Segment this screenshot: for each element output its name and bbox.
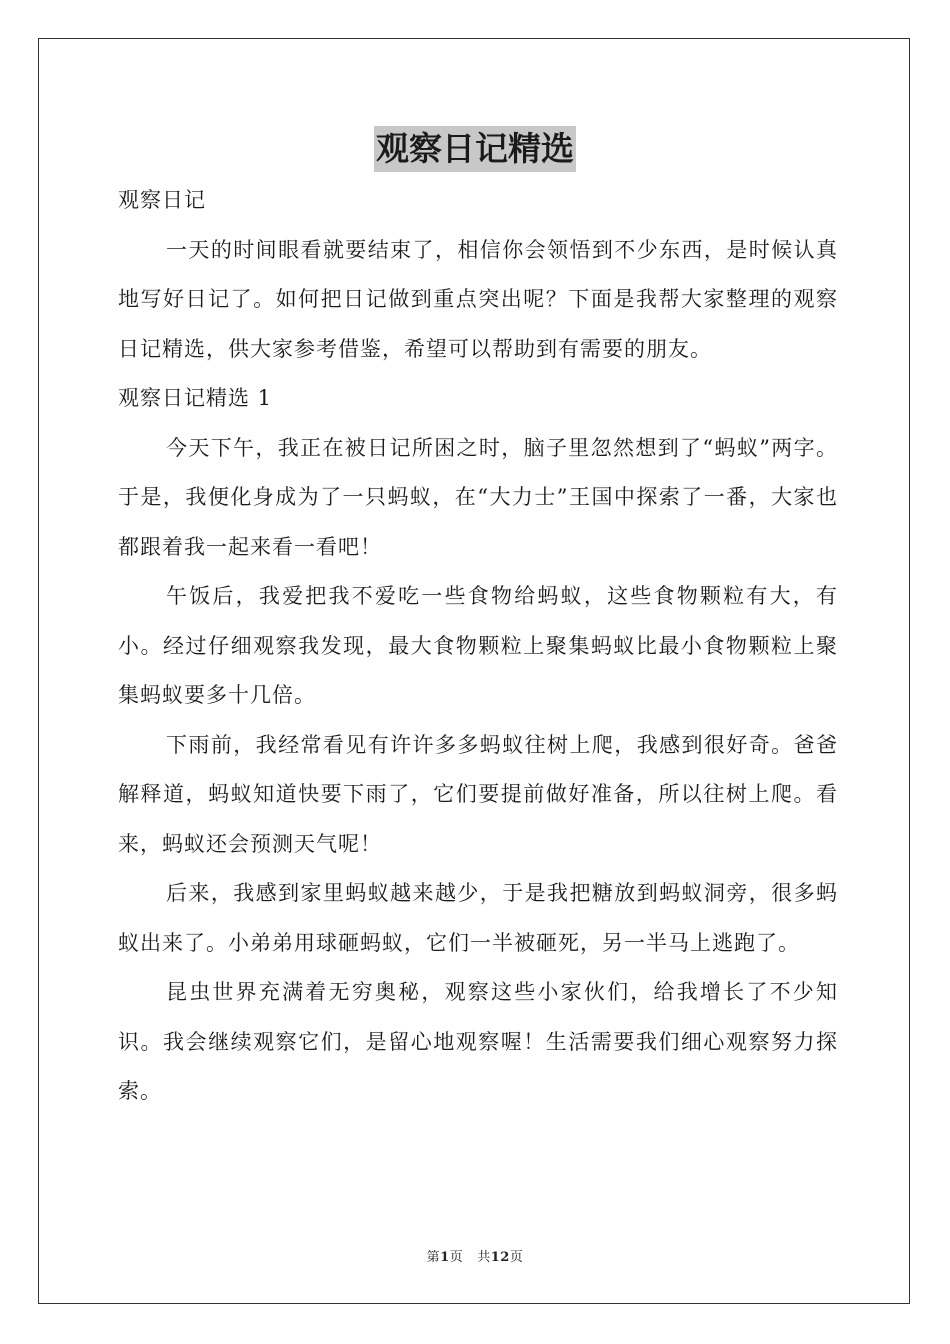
page-mid: 页 bbox=[449, 1250, 464, 1265]
page-prefix: 第 bbox=[426, 1250, 441, 1265]
document-title: 观察日记精选 bbox=[374, 126, 576, 172]
body-paragraph: 昆虫世界充满着无穷奥秘，观察这些小家伙们，给我增长了不少知识。我会继续观察它们，是留心地观察喔！生活需要我们细心观察努力探索。 bbox=[118, 980, 838, 1103]
intro-paragraph: 一天的时间眼看就要结束了，相信你会领悟到不少东西，是时候认真地写好日记了。如何把日记做到重点突出呢？下面是我帮大家整理的观察日记精选，供大家参考借鉴，希望可以帮助到有需要的朋友。 bbox=[118, 237, 838, 361]
body-paragraph: 午饭后，我爱把我不爱吃一些食物给蚂蚁，这些食物颗粒有大，有小。经过仔细观察我发现，最大食物颗粒上聚集蚂蚁比最小食物颗粒上聚集蚂蚁要多十几倍。 bbox=[118, 584, 838, 707]
document-body bbox=[118, 176, 838, 1117]
total-prefix: 共 bbox=[477, 1250, 491, 1265]
current-page-number: 1 bbox=[440, 1250, 450, 1265]
title-container bbox=[0, 126, 950, 172]
body-paragraph: 后来，我感到家里蚂蚁越来越少，于是我把糖放到蚂蚁洞旁，很多蚂蚁出来了。小弟弟用球砸蚂蚁，它们一半被砸死，另一半马上逃跑了。 bbox=[118, 881, 838, 955]
total-pages-number: 12 bbox=[490, 1250, 510, 1265]
section-label: 观察日记 bbox=[118, 188, 206, 212]
body-paragraph: 下雨前，我经常看见有许许多多蚂蚁往树上爬，我感到很好奇。爸爸解释道，蚂蚁知道快要下雨了，它们要提前做好准备，所以往树上爬。看来，蚂蚁还会预测天气呢！ bbox=[118, 732, 838, 856]
total-suffix: 页 bbox=[509, 1250, 524, 1265]
body-paragraph: 今天下午，我正在被日记所困之时，脑子里忽然想到了“蚂蚁”两字。于是，我便化身成为了一只蚂蚁，在“大力士”王国中探索了一番，大家也都跟着我一起来看一看吧！ bbox=[118, 435, 838, 559]
page-footer bbox=[0, 1246, 950, 1265]
subheading: 观察日记精选 1 bbox=[118, 386, 273, 410]
